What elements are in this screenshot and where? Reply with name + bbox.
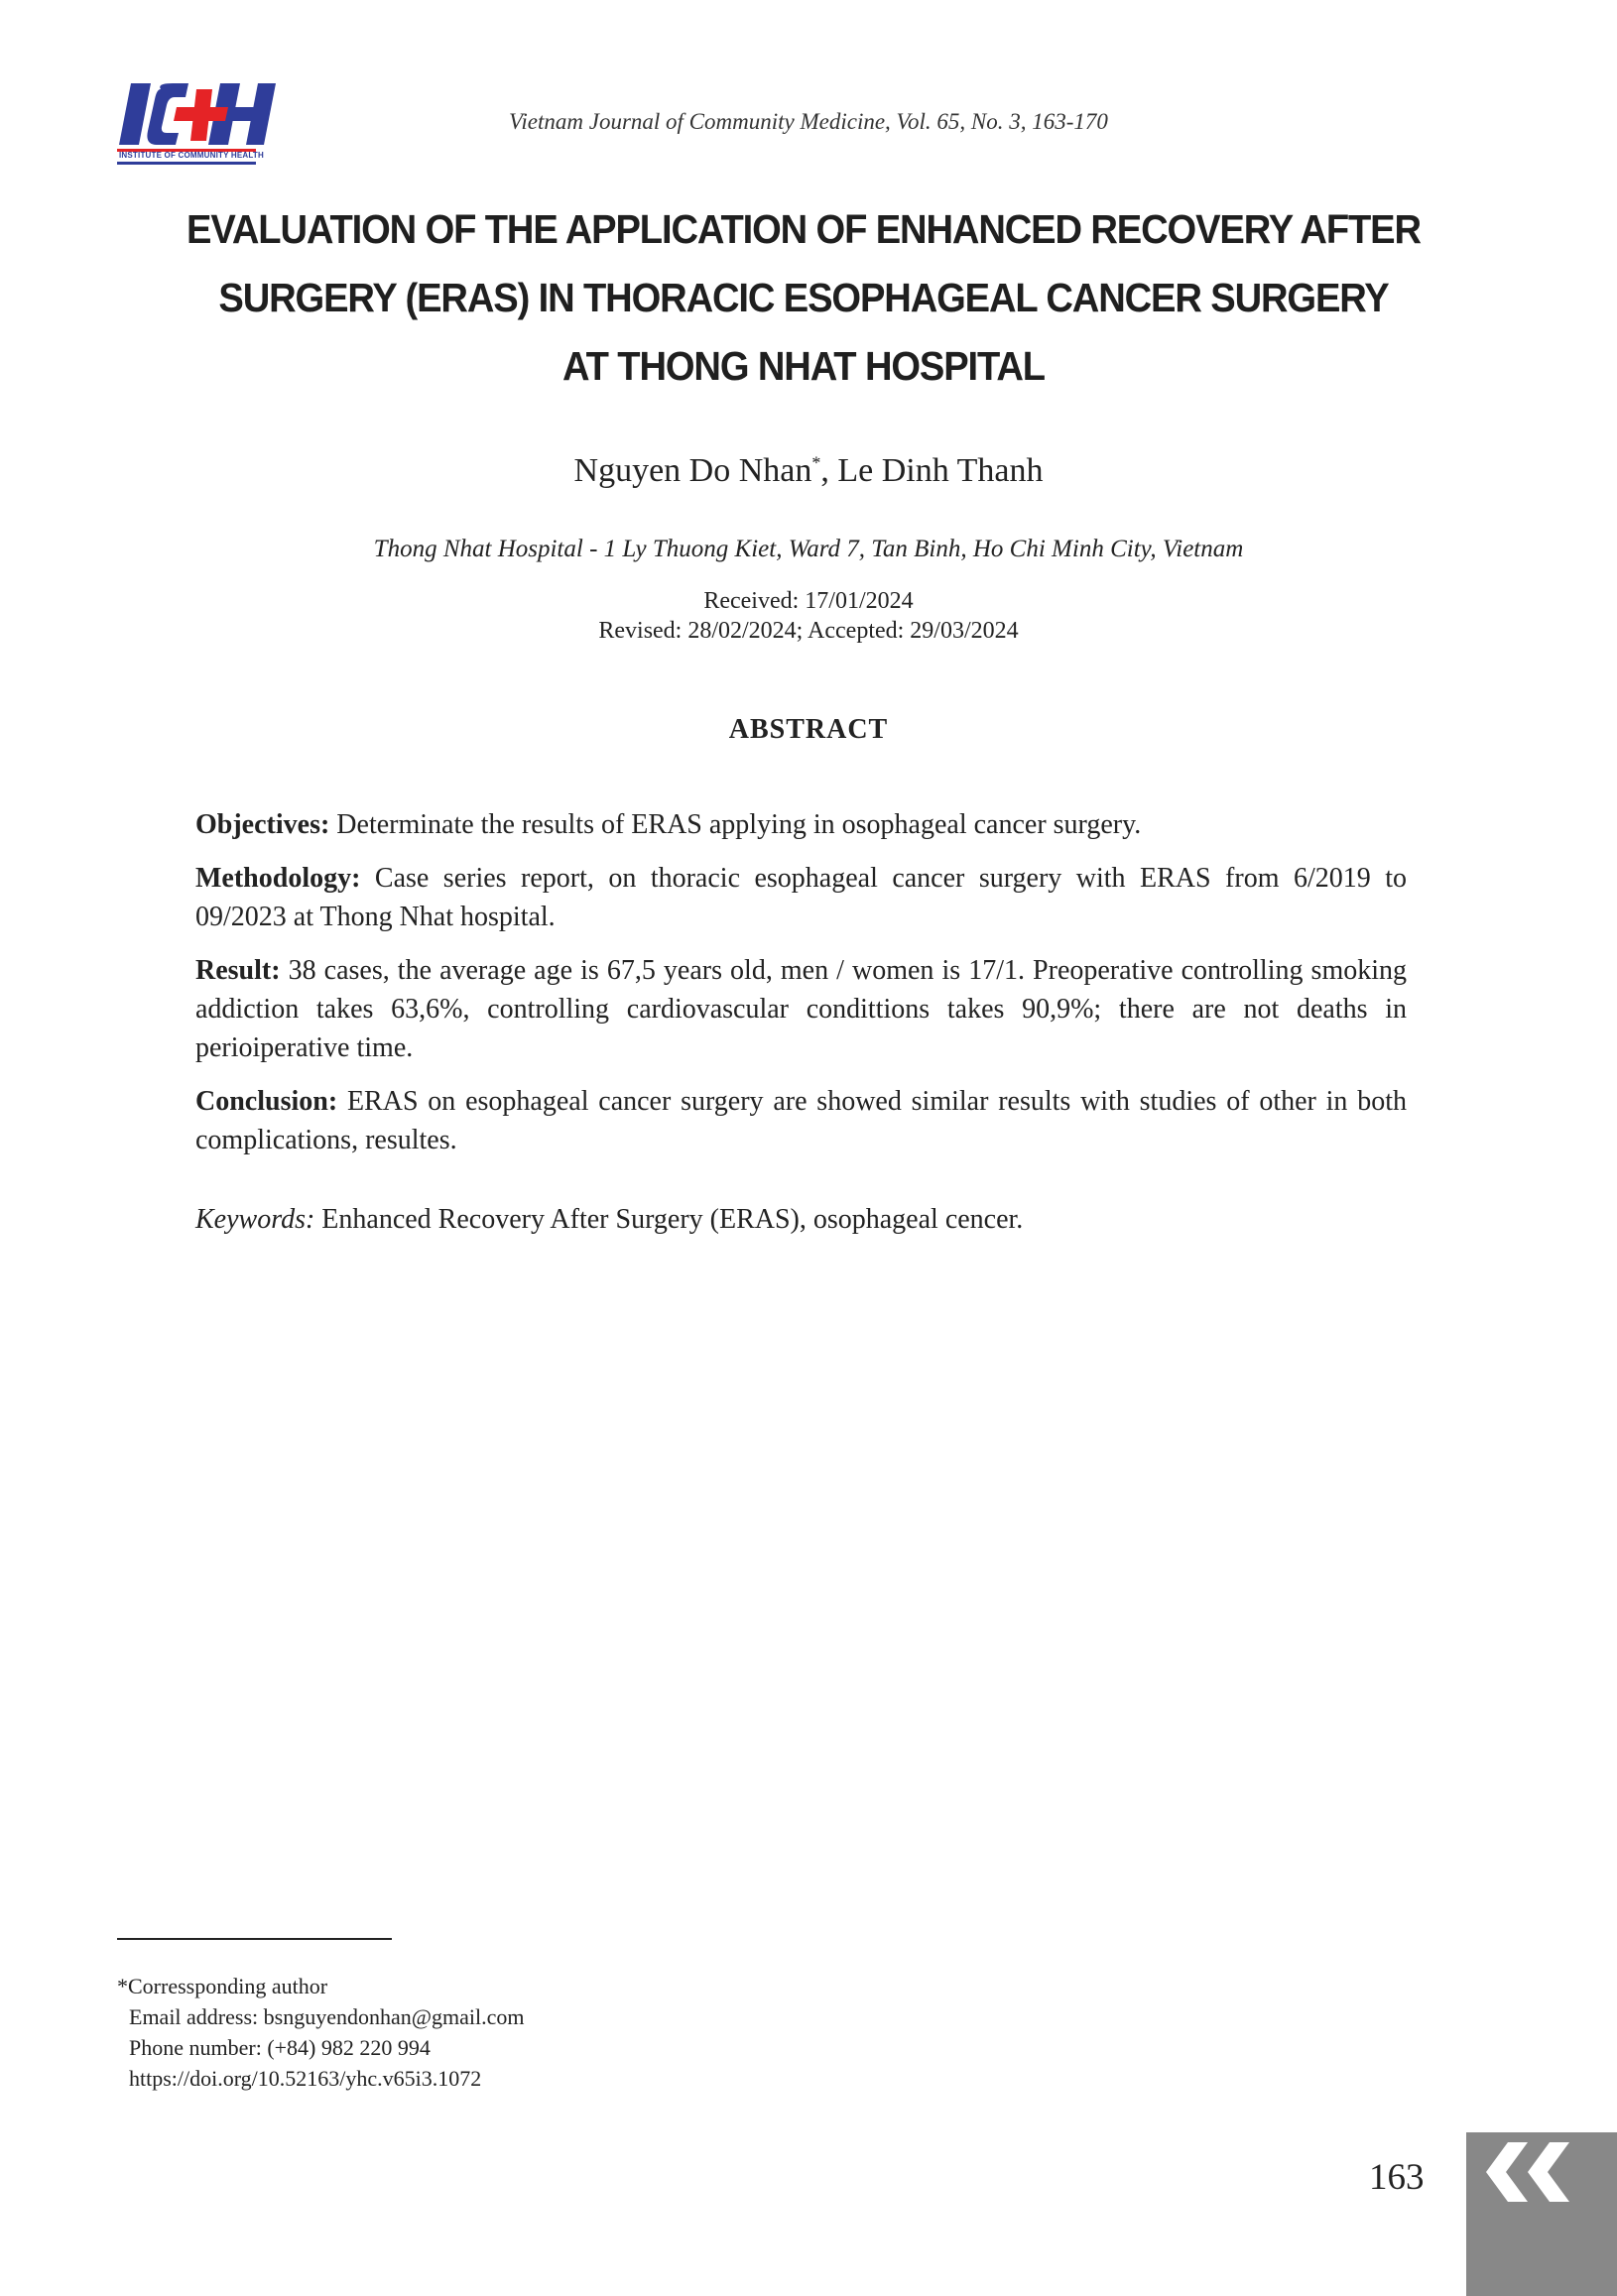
email-address: Email address: bsnguyendonhan@gmail.com: [129, 2004, 525, 2029]
affiliation: Thong Nhat Hospital - 1 Ly Thuong Kiet, Ward 7, Tan Binh, Ho Chi Minh City, Vietnam: [373, 536, 1244, 562]
corresponding-mark: *: [811, 452, 821, 473]
corresponding-author-note: *Corressponding author: [117, 1974, 328, 1998]
keywords-text: Enhanced Recovery After Surgery (ERAS), osophageal cencer.: [314, 1204, 1024, 1235]
footnote-divider: [117, 1938, 392, 1940]
methodology-text: Case series report, on thoracic esophageal cancer surgery with ERAS from 6/2019 to 09/2023 at Thong Nhat hospital.: [195, 863, 1407, 932]
title-line: AT THONG NHAT HOSPITAL: [562, 343, 1045, 389]
result-label: Result:: [195, 955, 281, 986]
double-chevron-left-icon: [1466, 2132, 1617, 2296]
revised-accepted-date: Revised: 28/02/2024; Accepted: 29/03/2024: [598, 618, 1019, 644]
abstract-heading: ABSTRACT: [728, 714, 889, 745]
title-line: SURGERY (ERAS) IN THORACIC ESOPHAGEAL CANCER SURGERY: [218, 275, 1389, 320]
doi-link[interactable]: https://doi.org/10.52163/yhc.v65i3.1072: [129, 2066, 482, 2091]
abstract-conclusion: [195, 1082, 1407, 1159]
abstract-keywords: [195, 1200, 1407, 1239]
page-tab: [1466, 2132, 1617, 2296]
conclusion-text: ERAS on esophageal cancer surgery are showed similar results with studies of other in both complications, resultes.: [195, 1086, 1407, 1155]
objectives-label: Objectives:: [195, 809, 330, 840]
phone-number: Phone number: (+84) 982 220 994: [129, 2035, 431, 2060]
abstract-methodology: [195, 859, 1407, 936]
journal-citation: Vietnam Journal of Community Medicine, Vol. 65, No. 3, 163-170: [509, 109, 1108, 134]
logo-caption: INSTITUTE OF COMMUNITY HEALTH: [119, 151, 264, 160]
article-dates: [0, 586, 1617, 646]
conclusion-label: Conclusion:: [195, 1086, 338, 1117]
author-first: Nguyen Do Nhan: [573, 452, 812, 489]
keywords-label: Keywords:: [195, 1204, 315, 1235]
page-number: 163: [1369, 2157, 1425, 2198]
abstract-body: [195, 805, 1407, 1254]
methodology-label: Methodology:: [195, 863, 361, 894]
received-date: Received: 17/01/2024: [703, 588, 914, 614]
author-list: [0, 452, 1617, 490]
abstract-result: [195, 951, 1407, 1067]
title-line: EVALUATION OF THE APPLICATION OF ENHANCED RECOVERY AFTER: [187, 206, 1421, 252]
objectives-text: Determinate the results of ERAS applying in osophageal cancer surgery.: [329, 809, 1142, 840]
abstract-objectives: [195, 805, 1407, 844]
author-rest: , Le Dinh Thanh: [820, 452, 1044, 489]
footnote: [117, 1971, 524, 2094]
result-text: 38 cases, the average age is 67,5 years old, men / women is 17/1. Preoperative controlling smoking addiction takes 63,6%, controlling cardiovascular condittions takes 90,9%; there are not deaths in perioiperative time.: [195, 955, 1407, 1063]
article-title: [167, 195, 1439, 401]
